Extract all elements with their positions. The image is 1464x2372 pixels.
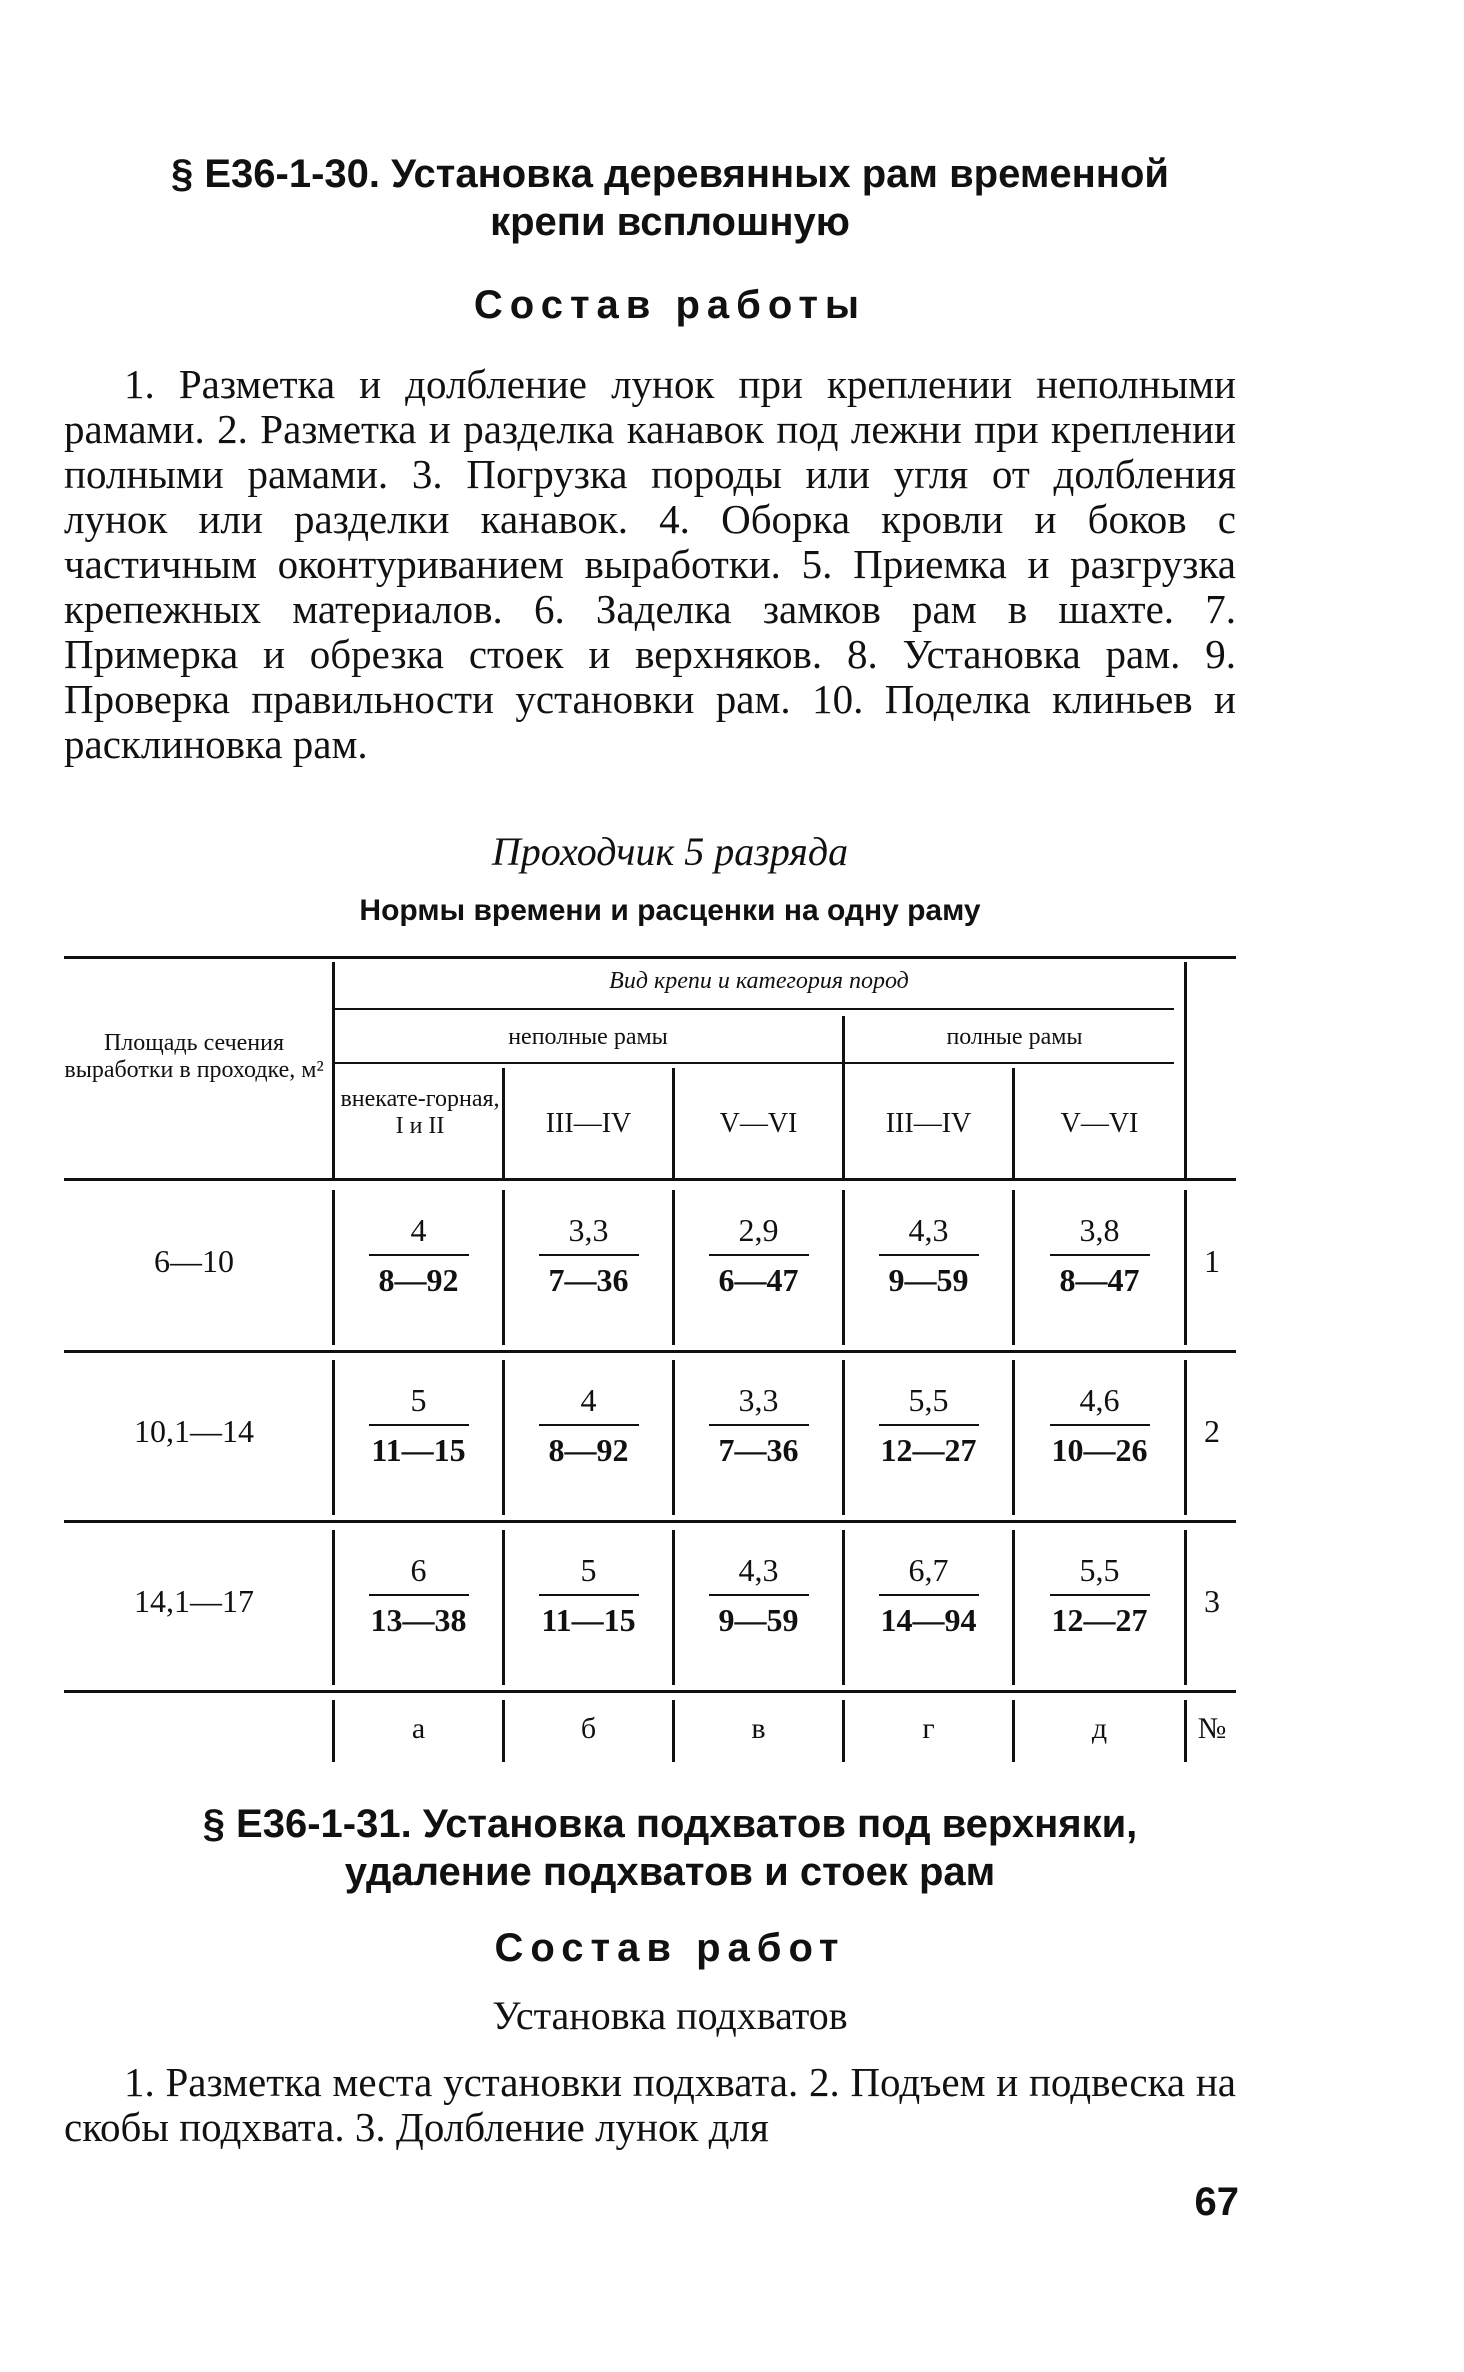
row-number-1: 1	[1204, 1243, 1220, 1279]
col-letter-e: д	[1091, 1712, 1108, 1745]
cell-r3-c: 4,3 9—59	[675, 1550, 842, 1640]
work-composition-text	[64, 362, 1236, 767]
cell-r2-d: 5,5 12—27	[880, 1382, 977, 1468]
section-title-line-2: крепи всплошную	[490, 200, 850, 244]
cell-r3-d: 6,7 14—94	[880, 1552, 977, 1638]
cell-r2-c: 3,3 7—36	[675, 1380, 842, 1470]
cell-r3-e: 5,5 12—27	[1051, 1552, 1148, 1638]
group-header: Вид крепи и категория пород	[609, 968, 909, 994]
col-letter-a: а	[411, 1712, 426, 1745]
cell-r1-d: 4,3 9—59	[845, 1210, 1012, 1300]
section-title-line-1: § Е36-1-30. Установка деревянных рам временной	[170, 152, 1169, 196]
table-caption: Нормы времени и расценки на одну раму	[359, 894, 981, 927]
section2-work-heading: Состав работ	[494, 1926, 846, 1970]
col-letter-c: в	[751, 1712, 766, 1745]
col-header-d: III—IV	[885, 1108, 972, 1139]
number-column-label: №	[1197, 1712, 1227, 1745]
col-letter-d: г	[922, 1712, 935, 1745]
row-number-3: 3	[1204, 1583, 1220, 1619]
row-area-1: 6—10	[154, 1243, 234, 1279]
cell-r3-b: 5 11—15	[505, 1550, 672, 1640]
col-header-e: V—VI	[1060, 1108, 1139, 1139]
row-area-3: 14,1—17	[134, 1583, 254, 1619]
col-header-c: V—VI	[719, 1108, 798, 1139]
work-composition-paragraph: 1. Разметка и долбление лунок при креплении неполными рамами. 2. Разметка и разделка канавок под лежни при креплении полными рамами. 3. Погрузка породы или угля от долбления лунок или разделки канавок. 4. Оборка кровли и боков с частичным оконтуриванием выработки. 5. Приемка и разгрузка крепежных материалов. 6. Заделка замков рам в шахте. 7. Примерка и обрезка стоек и верхняков. 8. Установка рам. 9. Проверка правильности установки рам. 10. Поделка клиньев и расклиновка рам.	[64, 361, 1236, 767]
section2-work-text	[64, 2060, 1236, 2150]
area-column-header: Площадь сечения выработки в проходке, м²	[64, 1030, 324, 1083]
section2-subheading: Установка подхватов	[492, 1993, 848, 2038]
work-composition-heading: Состав работы	[473, 283, 867, 327]
row-area-2: 10,1—14	[134, 1413, 254, 1449]
section2-title-line-2: удаление подхватов и стоек рам	[344, 1850, 996, 1894]
section2-work-paragraph: 1. Разметка места установки подхвата. 2. Подъем и подвеска на скобы подхвата. 3. Долбление лунок для	[64, 2059, 1236, 2150]
col-letter-b: б	[580, 1712, 597, 1745]
cell-r3-a: 6 13—38	[370, 1552, 467, 1638]
complete-frames-header: полные рамы	[946, 1024, 1083, 1050]
cell-r1-c: 2,9 6—47	[675, 1210, 842, 1300]
row-number-2: 2	[1204, 1413, 1220, 1449]
cell-r1-b: 3,3 7—36	[505, 1210, 672, 1300]
page-number: 67	[1194, 2180, 1239, 2224]
section2-title-line-1: § Е36-1-31. Установка подхватов под верхняки,	[202, 1802, 1138, 1846]
cell-r1-a: 4 8—92	[335, 1210, 502, 1300]
cell-r2-e: 4,6 10—26	[1051, 1382, 1148, 1468]
col-header-b: III—IV	[545, 1108, 632, 1139]
worker-category: Проходчик 5 разряда	[491, 829, 849, 874]
incomplete-frames-header: неполные рамы	[508, 1024, 668, 1050]
cell-r1-e: 3,8 8—47	[1015, 1210, 1184, 1300]
cell-r2-b: 4 8—92	[505, 1380, 672, 1470]
cell-r2-a: 5 11—15	[335, 1380, 502, 1470]
col-header-a: внекате-горная, I и II	[340, 1086, 500, 1139]
